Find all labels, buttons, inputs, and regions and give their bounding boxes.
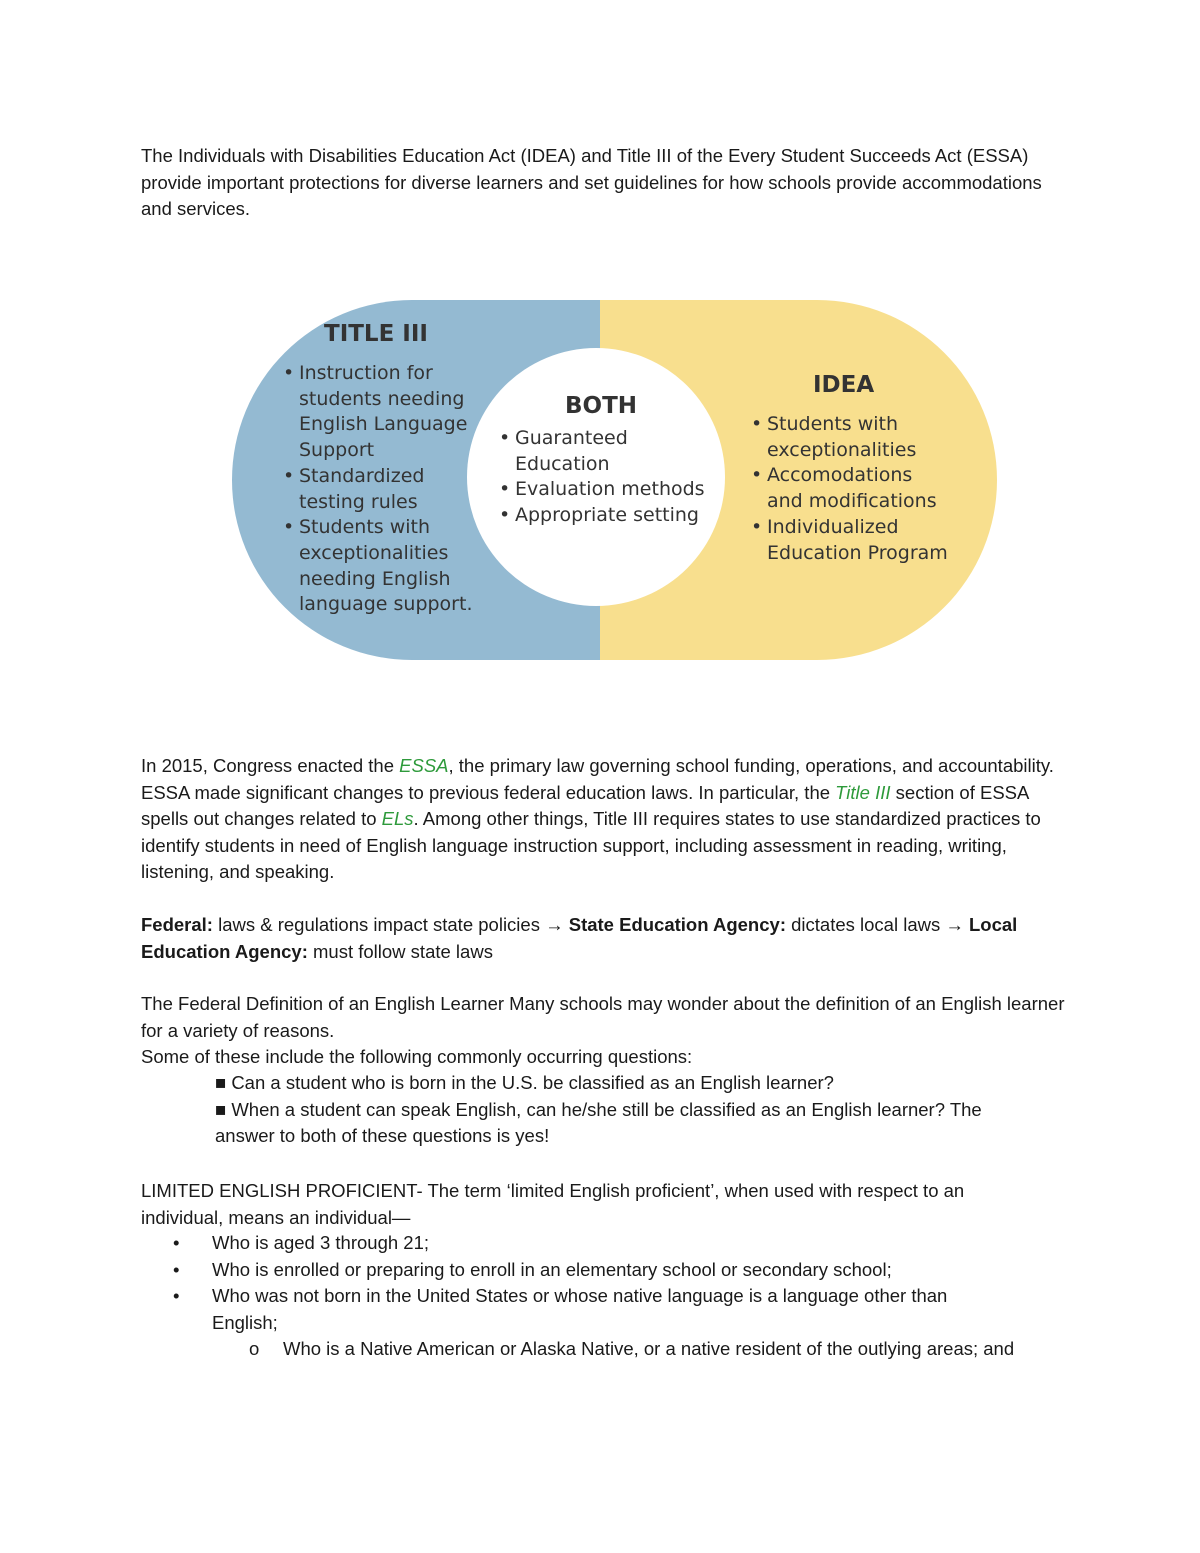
definition-line-1: The Federal Definition of an English Learner Many schools may wonder about the definition of an English learner for a variety of reasons. <box>141 993 1065 1041</box>
definition-line-2: Some of these include the following commonly occurring questions: <box>141 1046 693 1067</box>
both-item: • Evaluation methods <box>499 477 739 503</box>
idea-item: • Accomodations and modifications <box>751 463 947 514</box>
question-item: ■ When a student can speak English, can he/she still be classified as an English learner? The answer to both of these questions is yes! <box>215 1098 982 1146</box>
local-label: Local Education Agency: <box>141 914 1018 962</box>
list-item <box>141 1257 1041 1284</box>
sub-bullet-icon: o <box>249 1338 260 1359</box>
bullet-icon: • <box>173 1258 180 1280</box>
title3-item: • Standardized testing rules <box>283 464 483 515</box>
both-heading: BOTH <box>565 393 638 419</box>
essa-paragraph <box>141 753 1056 886</box>
sub-list-item-text: Who is a Native American or Alaska Native, or a native resident of the outlying areas; and <box>283 1338 1015 1359</box>
state-label: State Education Agency: <box>568 914 786 935</box>
hierarchy-paragraph <box>141 912 1056 965</box>
essa-text-4: . Among other things, Title III requires states to use standardized practices to identify students in need of English language instruction support, including assessment in reading, writing, listening, and speaking. <box>141 808 1041 882</box>
lep-intro: LIMITED ENGLISH PROFICIENT- The term ‘limited English proficient’, when used with respect to an individual, means an individual— <box>141 1180 965 1228</box>
title3-item: • Students with exceptionalities needing English language support. <box>283 515 483 618</box>
idea-heading: IDEA <box>813 372 875 398</box>
idea-list <box>751 412 966 566</box>
idea-item: • Individualized Education Program <box>751 515 966 566</box>
federal-label: Federal: <box>141 914 213 935</box>
lep-list <box>141 1230 1041 1363</box>
list-item-text: Who is aged 3 through 21; <box>212 1232 430 1253</box>
bullet-icon: • <box>173 1232 180 1253</box>
question-item: ■ Can a student who is born in the U.S. be classified as an English learner? <box>215 1072 834 1093</box>
title3-list <box>283 361 483 618</box>
essa-link[interactable]: ESSA <box>399 755 449 776</box>
local-text: must follow state laws <box>307 940 493 962</box>
intro-paragraph: The Individuals with Disabilities Education Act (IDEA) and Title III of the Every Student Succeeds Act (ESSA) provide important protections for diverse learners and set guidelines for how schools provide accommodations and services. <box>141 145 1042 219</box>
federal-text: laws & regulations impact state policies → <box>212 914 569 935</box>
essa-text-2: , the primary law governing school funding, operations, and accountability. ESSA made significant changes to previous federal education laws. In particular, the <box>141 755 1054 803</box>
essa-text-1: In 2015, Congress enacted the <box>141 755 400 776</box>
list-item <box>141 1230 1041 1257</box>
bullet-icon: • <box>173 1285 180 1306</box>
definition-paragraph <box>141 991 1071 1071</box>
state-text: dictates local laws → <box>785 914 969 935</box>
essa-text-3: section of ESSA spells out changes related to <box>141 781 1029 829</box>
sub-list-item <box>141 1336 1038 1363</box>
title3-link[interactable]: Title III <box>835 781 891 803</box>
list-item <box>141 1283 1002 1336</box>
list-item-text: Who was not born in the United States or whose native language is a language other than English; <box>212 1285 948 1333</box>
both-item: • Appropriate setting <box>499 503 739 529</box>
els-link[interactable]: ELs <box>381 808 414 829</box>
list-item-text: Who is enrolled or preparing to enroll in an elementary school or secondary school; <box>212 1258 892 1280</box>
venn-diagram <box>232 300 997 660</box>
both-item: • Guaranteed Education <box>499 426 650 477</box>
idea-item: • Students with exceptionalities <box>751 412 932 463</box>
title3-item: • Instruction for students needing English Language Support <box>283 361 483 464</box>
both-list <box>499 426 739 529</box>
question-list <box>215 1070 1065 1150</box>
title3-heading: TITLE III <box>324 321 428 347</box>
